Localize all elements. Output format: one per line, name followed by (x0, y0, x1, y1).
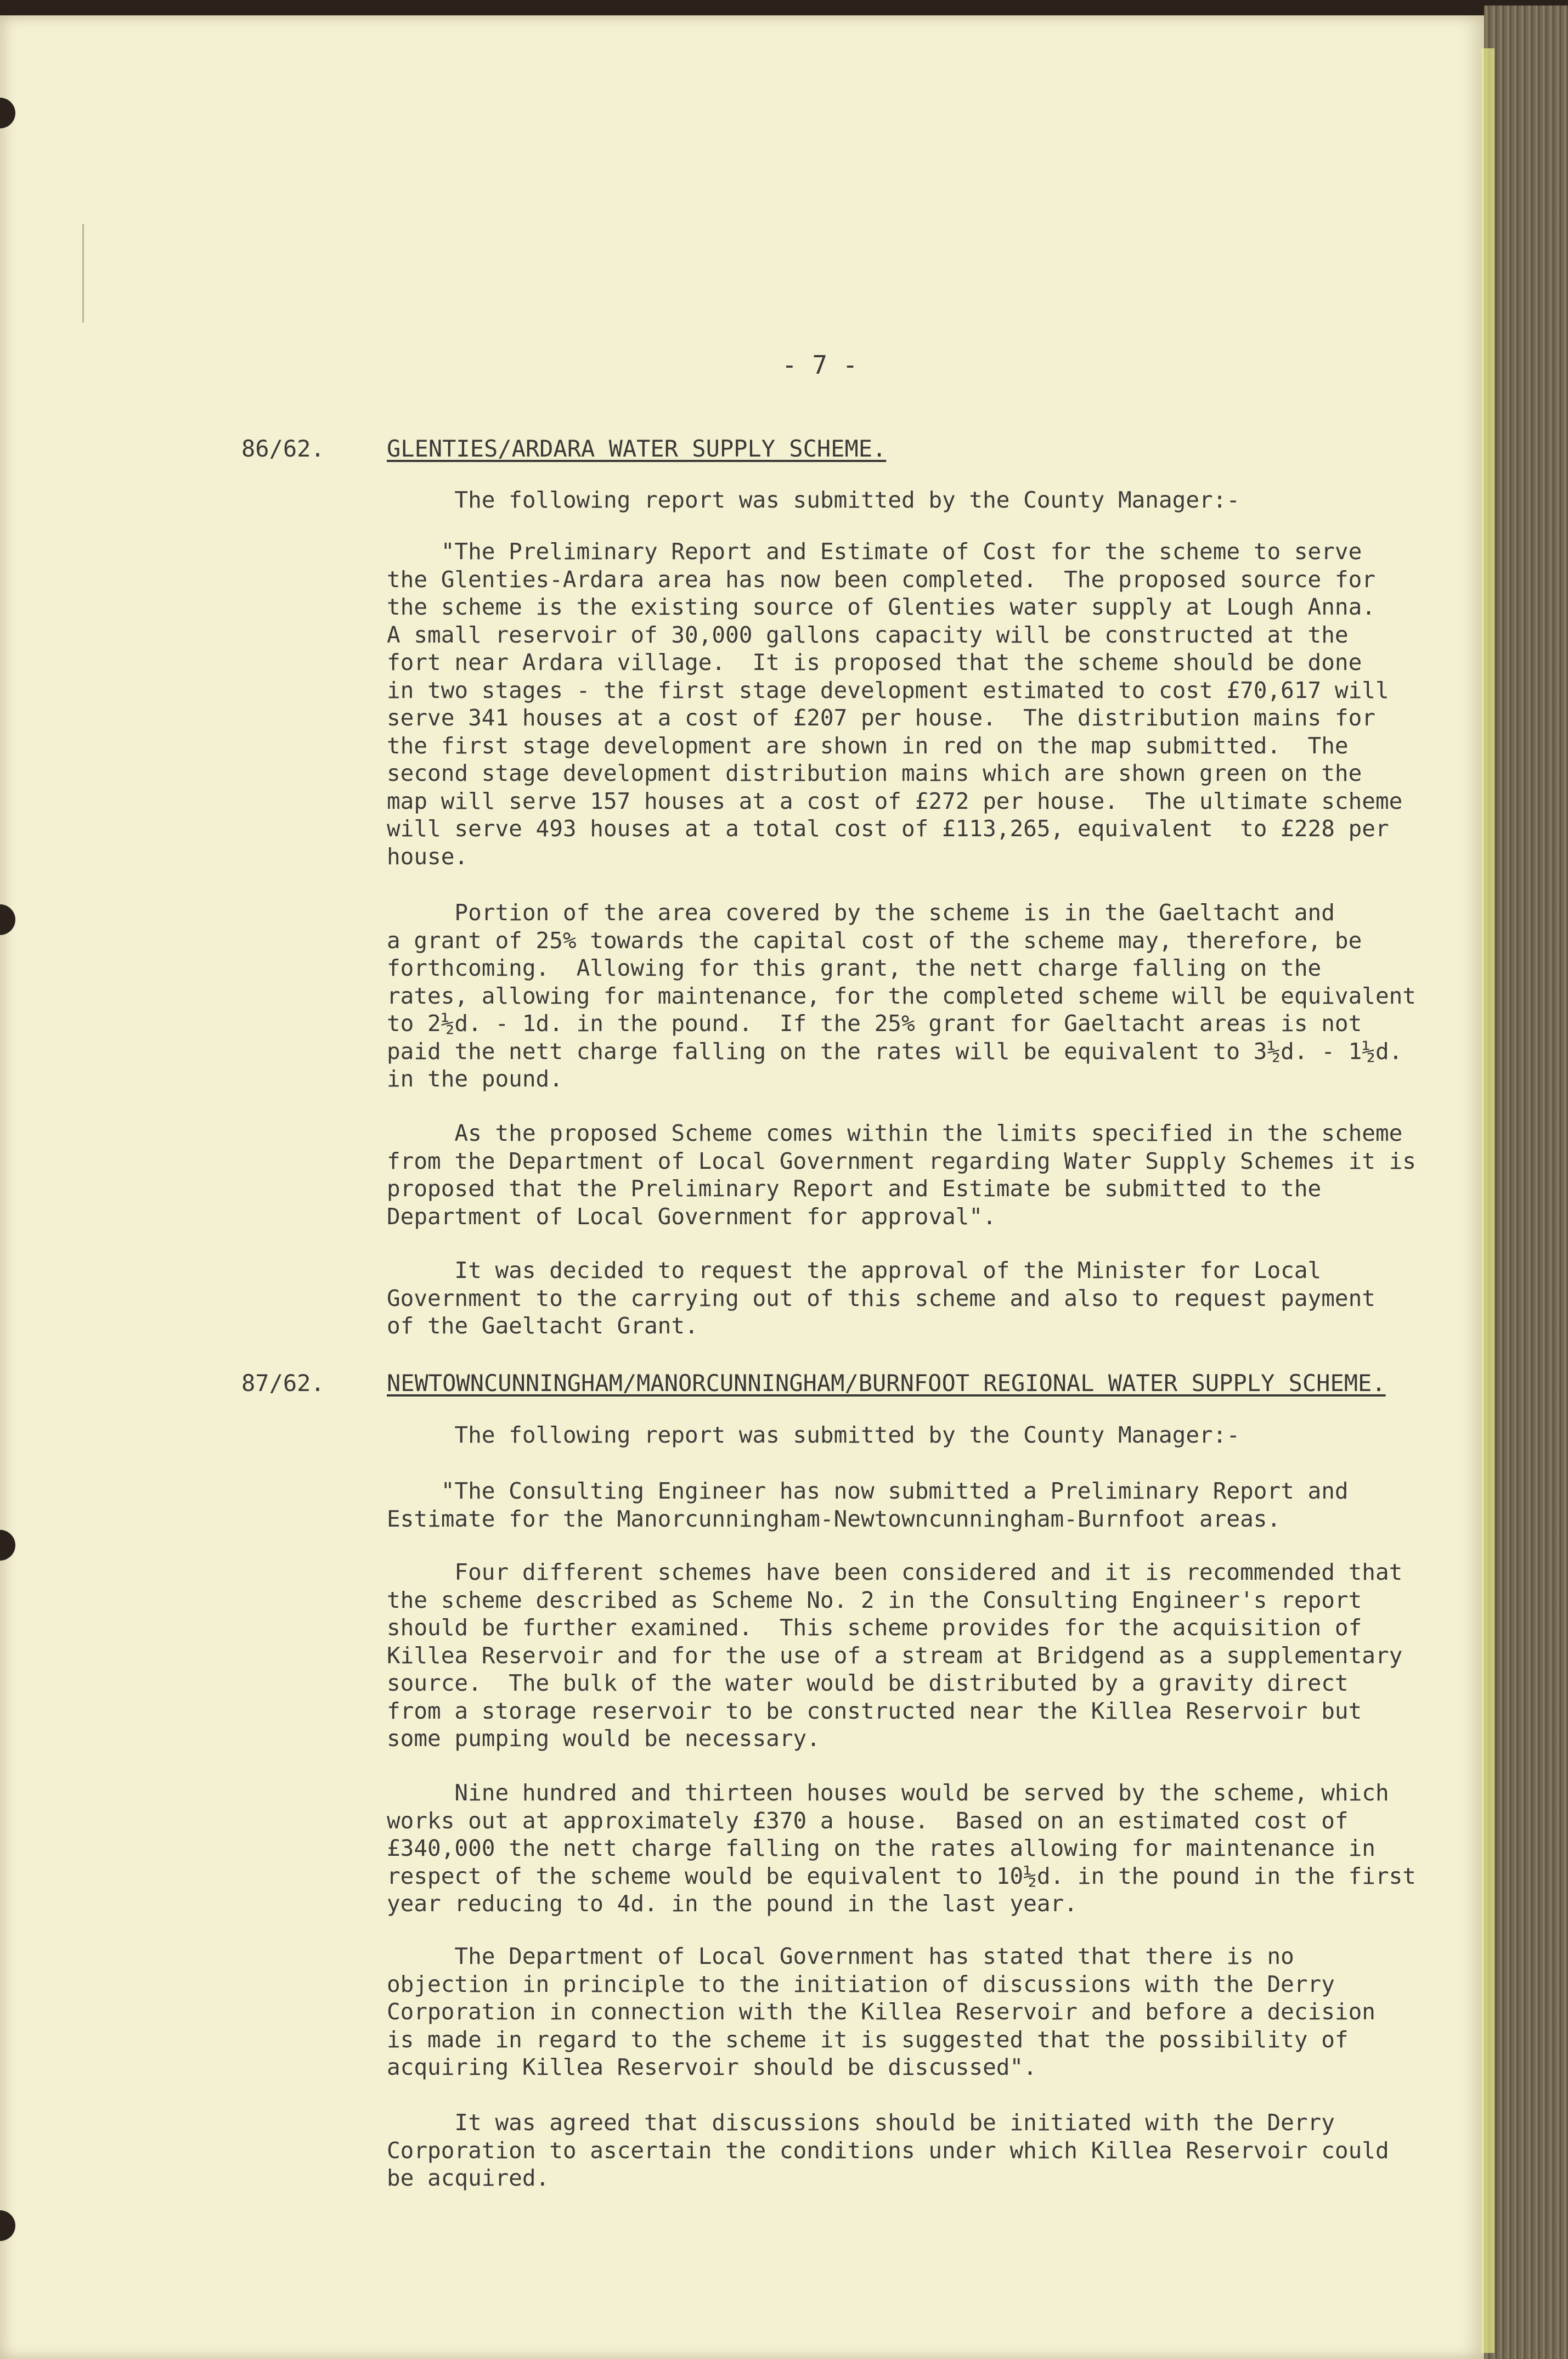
minute-heading: GLENTIES/ARDARA WATER SUPPLY SCHEME. (387, 435, 887, 462)
page-number: - 7 - (782, 350, 858, 380)
page-edges (1484, 5, 1568, 2359)
paragraph: Portion of the area covered by the scheme is in the Gaeltacht and a grant of 25% towards the capital cost of the scheme may, therefore, be forthcoming. Allowing for this grant, the nett charge falling on the rates, allowing for maintenance, for the completed scheme will be equivalent to 2½d. - 1d. in the pound. If the 25% grant for Gaeltacht areas is not paid the nett charge falling on the rates will be equivalent to 3½d. - 1½d. in the pound. (387, 899, 1416, 1092)
binding-hole (0, 98, 15, 128)
minute-ref: 87/62. (241, 1370, 325, 1397)
paragraph: Nine hundred and thirteen houses would be served by the scheme, which works out at approximately £370 a house. Based on an estimated cost of £340,000 the nett charge falling on the rates allowing for maintenance in respect of the scheme would be equivalent to 10½d. in the pound in the first year reducing to 4d. in the pound in the last year. (387, 1780, 1416, 1917)
binding-hole (0, 904, 15, 935)
margin-mark (82, 224, 84, 323)
paragraph: It was agreed that discussions should be initiated with the Derry Corporation to ascertain the conditions under which Killea Reservoir could be acquired. (387, 2109, 1389, 2191)
paragraph: "The Preliminary Report and Estimate of Cost for the scheme to serve the Glenties-Ardara area has now been completed. The proposed source for the scheme is the existing source of Glenties water supply at Lough Anna. A small reservoir of 30,000 gallons capacity will be constructed at the fort near Ardara village. It is proposed that the scheme should be done in two stages - the first stage development estimated to cost £70,617 will serve 341 houses at a cost of £207 per house. The distribution mains for the first stage development are shown in red on the map submitted. The second stage development distribution mains which are shown green on the map will serve 157 houses at a cost of £272 per house. The ultimate scheme will serve 493 houses at a total cost of £113,265, equivalent to £228 per house. (387, 538, 1403, 870)
paragraph: The Department of Local Government has stated that there is no objection in principle to the initiation of discussions with the Derry Corporation in connection with the Killea Reservoir and before a decision is made in regard to the scheme it is suggested that the possibility of acquiring Killea Reservoir should be discussed". (387, 1943, 1375, 2080)
paragraph: "The Consulting Engineer has now submitted a Preliminary Report and Estimate for the Manorcunningham-Newtowncunningham-Burnfoot areas. (387, 1478, 1349, 1532)
paragraph: The following report was submitted by the County Manager:- (387, 1422, 1240, 1448)
document-page (0, 15, 1484, 2359)
paragraph: As the proposed Scheme comes within the limits specified in the scheme from the Department of Local Government regarding Water Supply Schemes it is proposed that the Preliminary Report and Estimate be submitted to the Department of Local Government for approval". (387, 1120, 1416, 1230)
paragraph: It was decided to request the approval of the Minister for Local Government to the carrying out of this scheme and also to request payment of the Gaeltacht Grant. (387, 1257, 1375, 1339)
minute-ref: 86/62. (241, 435, 325, 462)
paragraph: The following report was submitted by the County Manager:- (387, 487, 1240, 513)
paragraph: Four different schemes have been considered and it is recommended that the scheme described as Scheme No. 2 in the Consulting Engineer's report should be further examined. This scheme provides for the acquisition of Killea Reservoir and for the use of a stream at Bridgend as a supplementary source. The bulk of the water would be distributed by a gravity direct from a storage reservoir to be constructed near the Killea Reservoir but some pumping would be necessary. (387, 1559, 1403, 1752)
page-edge-strip (1481, 48, 1494, 2353)
minute-heading: NEWTOWNCUNNINGHAM/MANORCUNNINGHAM/BURNFOOT REGIONAL WATER SUPPLY SCHEME. (387, 1370, 1386, 1397)
binding-hole (0, 1530, 15, 1561)
binding-hole (0, 2210, 15, 2241)
